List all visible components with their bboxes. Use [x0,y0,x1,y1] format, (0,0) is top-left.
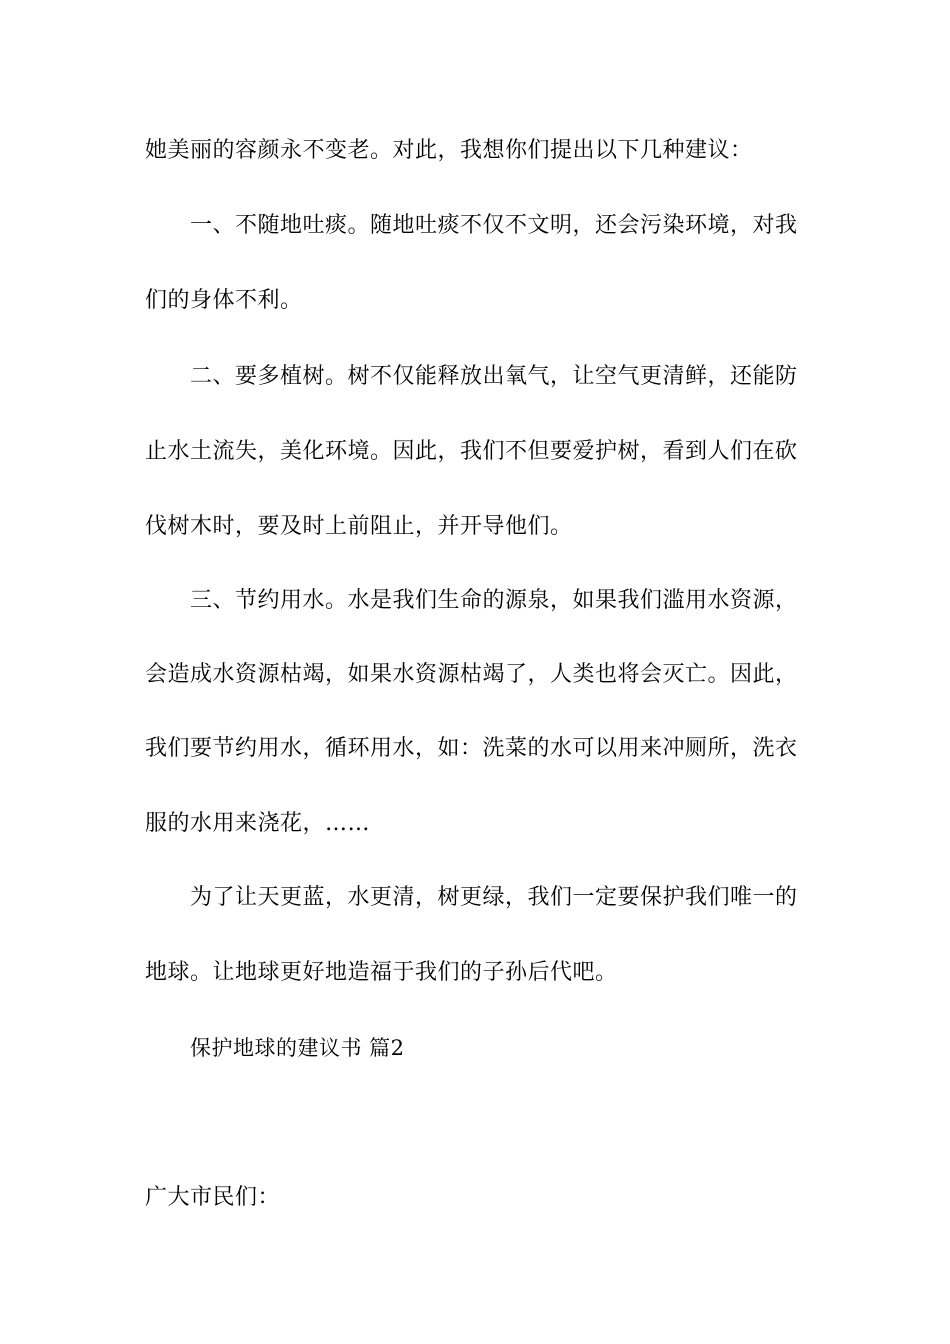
text-line: 止水土流失，美化环境。因此，我们不但要爱护树，看到人们在砍 [145,439,798,464]
text-line: 二、要多植树。树不仅能释放出氧气，让空气更清鲜，还能防 [190,364,798,389]
text-line: 地球。让地球更好地造福于我们的子孙后代吧。 [145,960,618,985]
text-line: 们的身体不利。 [145,288,303,313]
text-line: 为了让天更蓝，水更清，树更绿，我们一定要保护我们唯一的 [190,885,798,910]
text-line: 会造成水资源枯竭，如果水资源枯竭了，人类也将会灭亡。因此， [145,662,798,687]
text-line: 她美丽的容颜永不变老。对此，我想你们提出以下几种建议： [145,138,753,163]
section-heading: 保护地球的建议书 篇2 [190,1036,405,1060]
text-line: 三、节约用水。水是我们生命的源泉，如果我们滥用水资源， [190,588,798,613]
salutation: 广大市民们： [145,1185,281,1210]
text-line: 我们要节约用水，循环用水，如：洗菜的水可以用来冲厕所，洗衣 [145,736,798,761]
text-line: 服的水用来浇花，…… [145,811,371,836]
text-line: 一、不随地吐痰。随地吐痰不仅不文明，还会污染环境，对我 [190,213,798,238]
text-line: 伐树木时，要及时上前阻止，并开导他们。 [145,514,573,539]
